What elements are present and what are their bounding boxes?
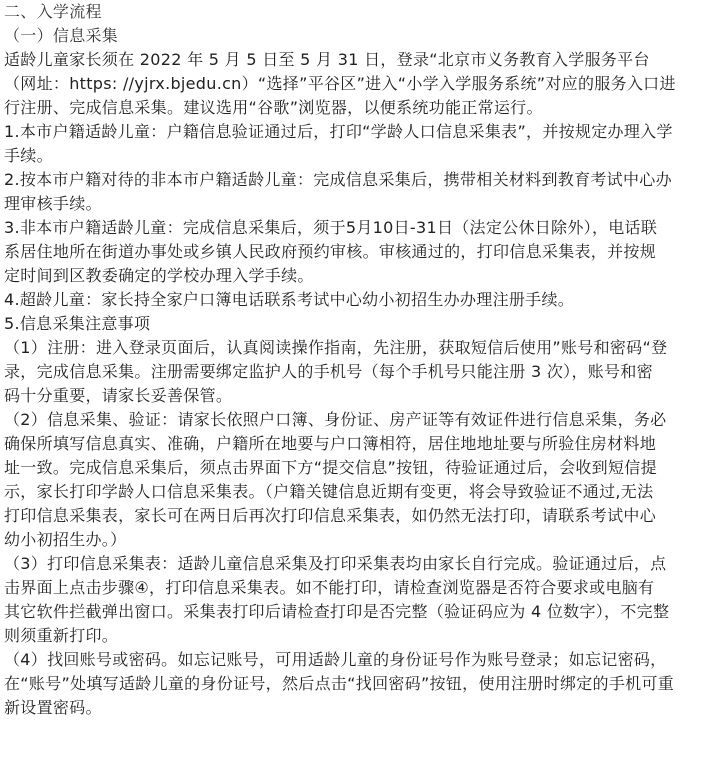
subsection-title: （一）信息采集 (4, 26, 119, 45)
item-line: 4.超龄儿童：家长持全家户口簿电话联系考试中心幼小初招生办办理注册手续。 (4, 290, 575, 309)
note-line: （4）找回账号或密码。如忘记账号，可用适龄儿童的身份证号作为账号登录；如忘记密码， (4, 650, 667, 669)
item-1 (4, 120, 710, 168)
notes-title: 5.信息采集注意事项 (4, 314, 151, 333)
note-4 (4, 648, 710, 720)
item-4 (4, 288, 710, 312)
item-line: 定时间到区教委确定的学校办理入学手续。 (4, 266, 314, 285)
item-line: 2.按本市户籍对待的非本市户籍适龄儿童：完成信息采集后，携带相关材料到教育考试中心办 (4, 170, 672, 189)
item-line: 3.非本市户籍适龄儿童：完成信息采集后，须于5月10日-31日（法定公休日除外），电话联 (4, 218, 658, 237)
intro-line: 适龄儿童家长须在 2022 年 5 月 5 日至 5 月 31 日，登录“北京市义务教育入学服务平台 (4, 50, 650, 69)
note-2 (4, 408, 710, 552)
item-3 (4, 216, 710, 288)
intro-line: （网址：https: //yjrx.bjedu.cn）“选择”平谷区”进入“小学入学服务系统”对应的服务入口进 (4, 74, 676, 93)
note-line: 则须重新打印。 (4, 626, 119, 645)
note-line: （3）打印信息采集表：适龄儿童信息采集及打印采集表均由家长自行完成。验证通过后，点 (4, 554, 667, 573)
note-line: 示，家长打印学龄人口信息采集表。（户籍关键信息近期有变更，将会导致验证不通过,无法 (4, 482, 654, 501)
note-line: 确保所填写信息真实、准确，户籍所在地要与户口簿相符，居住地地址要与所验住房材料地 (4, 434, 657, 453)
note-line: 新设置密码。 (4, 698, 102, 717)
note-line: （2）信息采集、验证：请家长依照户口簿、身份证、房产证等有效证件进行信息采集，务必 (4, 410, 667, 429)
item-line: 1.本市户籍适龄儿童：户籍信息验证通过后，打印“学龄人口信息采集表”，并按规定办理入学 (4, 122, 673, 141)
note-line: 其它软件拦截弹出窗口。采集表打印后请检查打印是否完整（验证码应为 4 位数字），不完整 (4, 602, 670, 621)
note-line: 幼小初招生办。） (4, 530, 127, 549)
note-line: 录，完成信息采集。注册需要绑定监护人的手机号（每个手机号只能注册 3 次），账号和密 (4, 362, 653, 381)
note-line: 码十分重要，请家长妥善保管。 (4, 386, 233, 405)
item-line: 理审核手续。 (4, 194, 102, 213)
item-line: 系居住地所在街道办事处或乡镇人民政府预约审核。审核通过的，打印信息采集表，并按规 (4, 242, 657, 261)
note-line: 打印信息采集表，家长可在两日后再次打印信息采集表，如仍然无法打印，请联系考试中心 (4, 506, 657, 525)
intro-line: 行注册、完成信息采集。建议选用“谷歌”浏览器，以便系统功能正常运行。 (4, 98, 543, 117)
item-line: 手续。 (4, 146, 53, 165)
item-2 (4, 168, 710, 216)
note-line: 在“账号”处填写适龄儿童的身份证号，然后点击“找回密码”按钮，使用注册时绑定的手机可重 (4, 674, 675, 693)
note-line: 击界面上点击步骤④，打印信息采集表。如不能打印，请检查浏览器是否符合要求或电脑有 (4, 578, 655, 597)
note-line: （1）注册：进入登录页面后，认真阅读操作指南，先注册，获取短信后使用”账号和密码“登 (4, 338, 668, 357)
intro-paragraph (4, 48, 710, 120)
note-3 (4, 552, 710, 648)
note-1 (4, 336, 710, 408)
note-line: 址一致。完成信息采集后，须点击界面下方“提交信息”按钮，待验证通过后，会收到短信提 (4, 458, 657, 477)
section-title: 二、入学流程 (4, 2, 102, 21)
